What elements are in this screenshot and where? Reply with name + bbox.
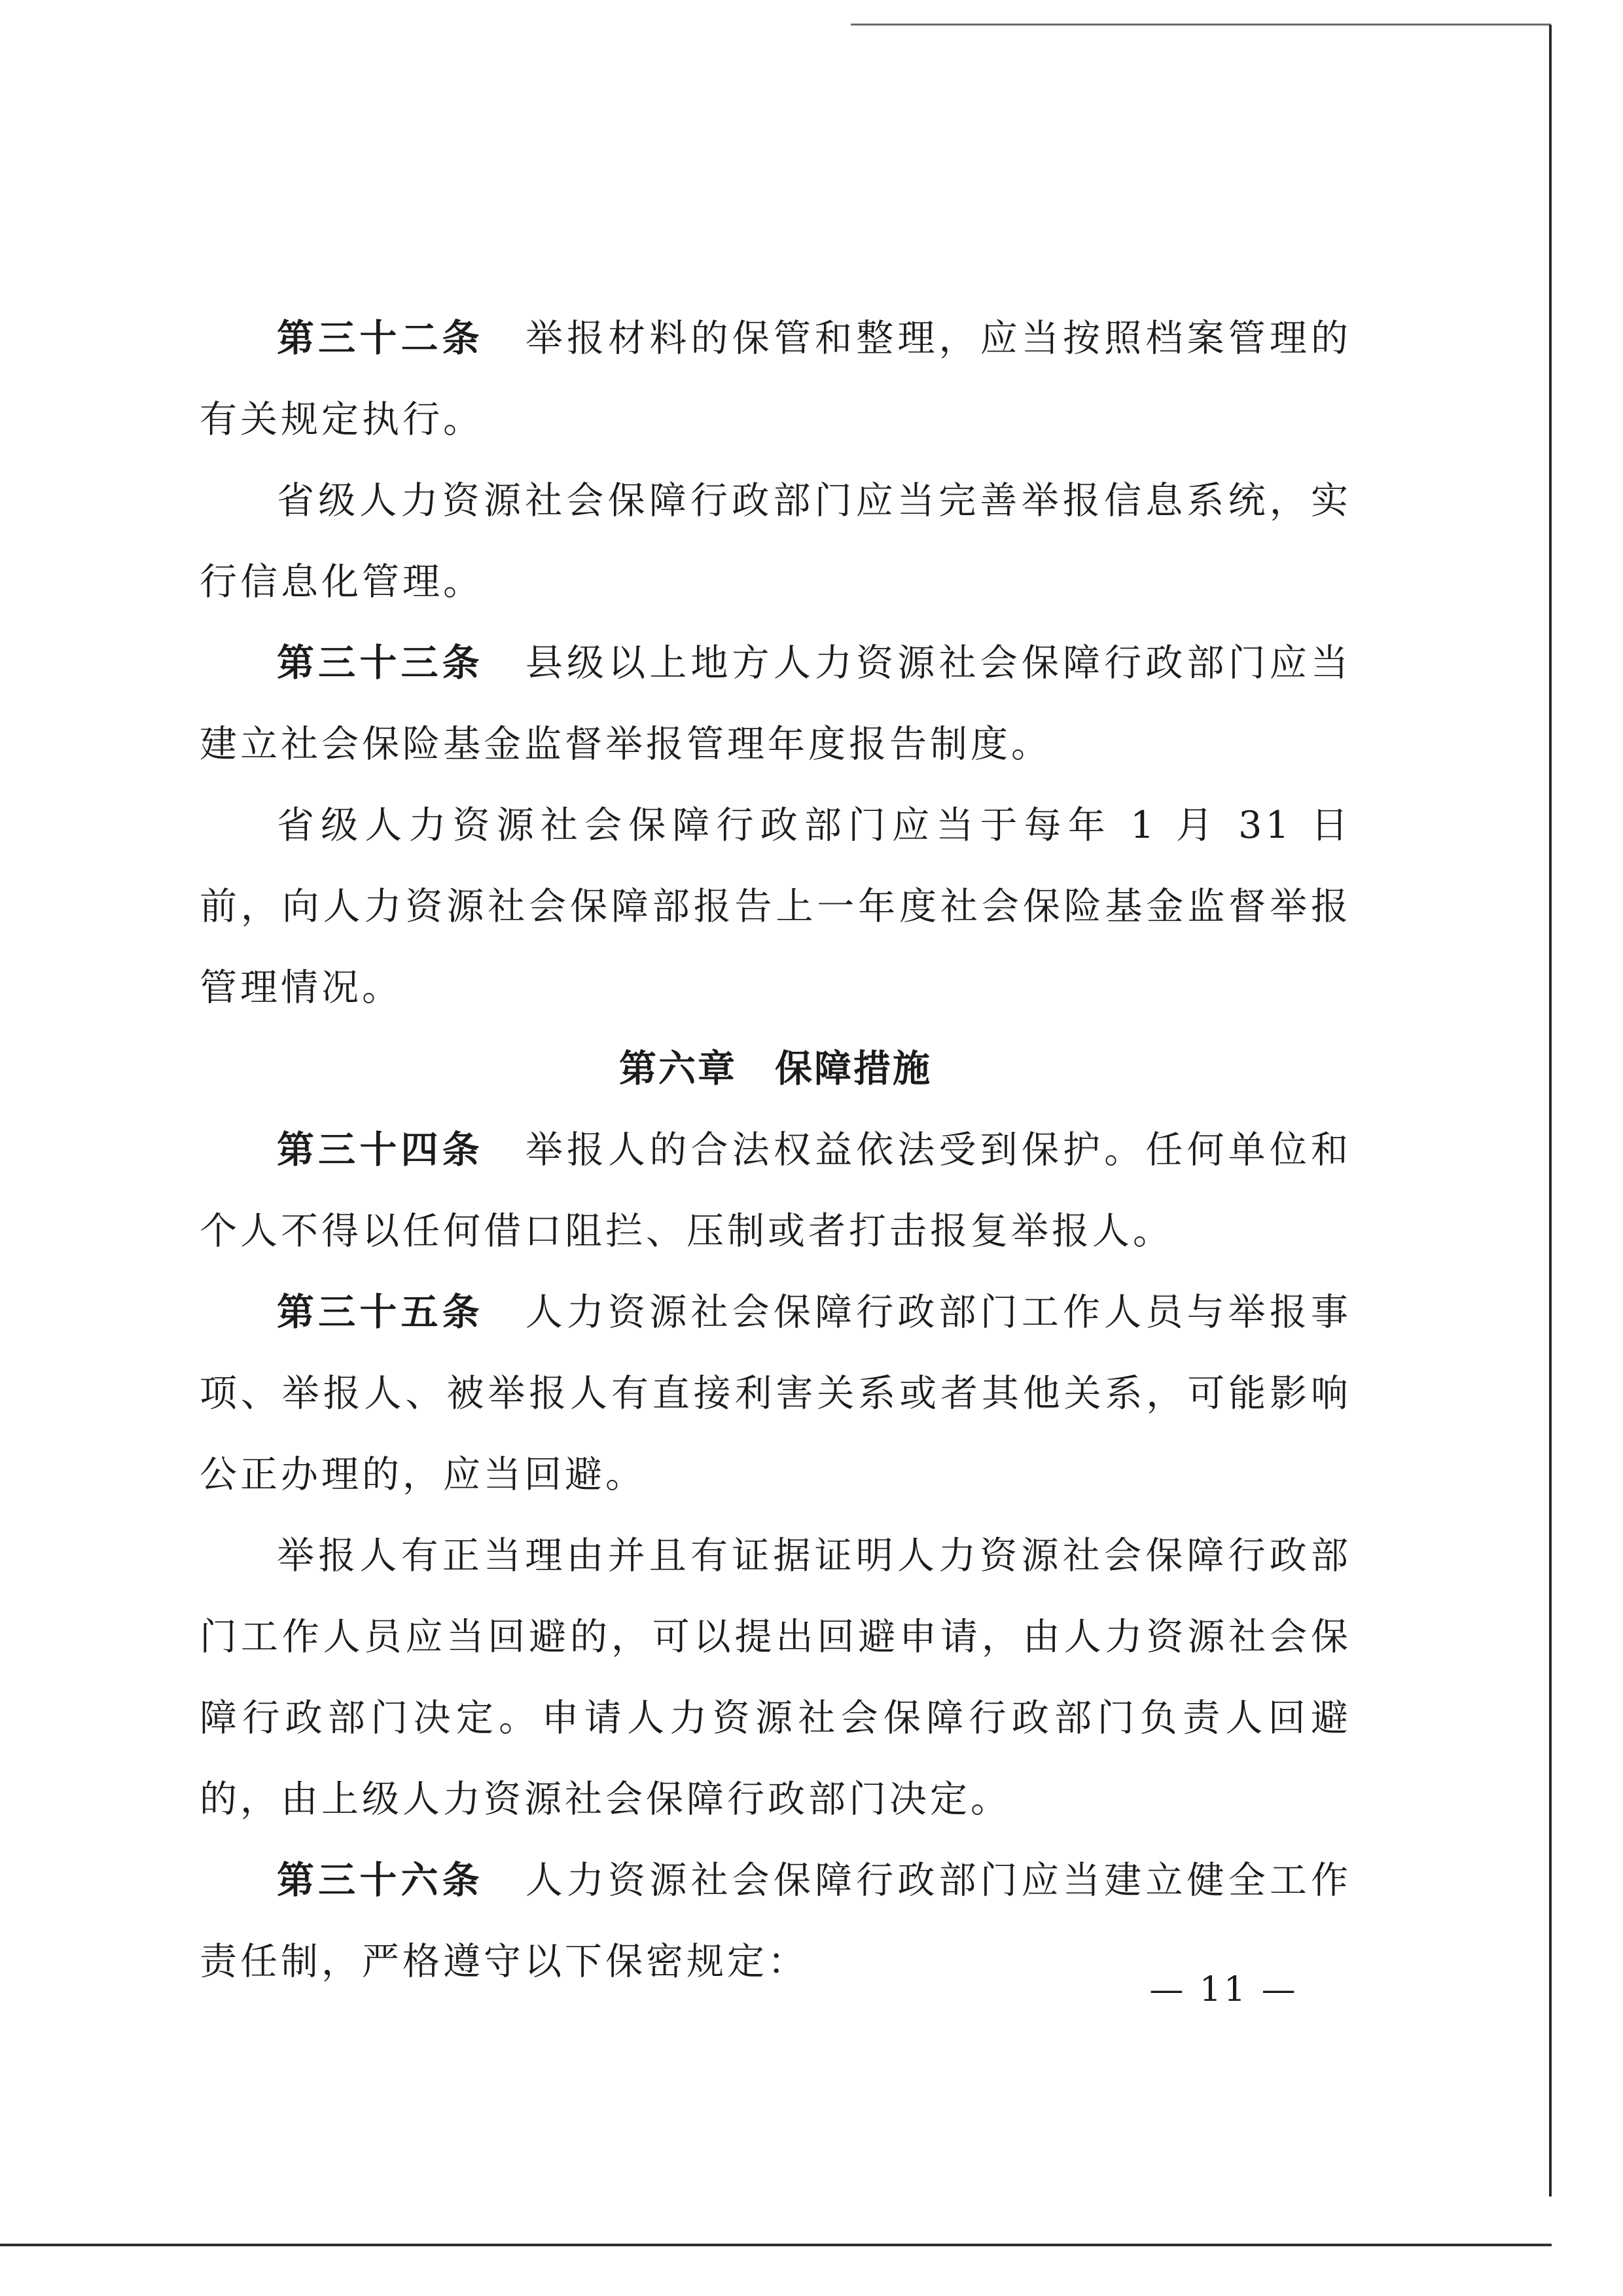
paragraph-text: 省级人力资源社会保障行政部门应当于每年 1 月 31 日前，向人力资源社会保障部报告上一年度社会保险基金监督举报管理情况。 <box>200 804 1351 1009</box>
scan-edge-top <box>851 24 1551 26</box>
article-text: 人力资源社会保障行政部门应当建立健全工作责任制，严格遵守以下保密规定： <box>200 1859 1352 1983</box>
page-number: — 11 — <box>1149 1970 1298 2009</box>
article-text: 县级以上地方人力资源社会保障行政部门应当建立社会保险基金监督举报管理年度报告制度。 <box>200 641 1352 766</box>
paragraph-article-34 <box>200 1109 1351 1272</box>
article-number: 第三十五条 <box>277 1291 484 1334</box>
paragraph-text: 省级人力资源社会保障行政部门应当完善举报信息系统，实行信息化管理。 <box>200 479 1351 603</box>
article-text: 举报材料的保管和整理，应当按照档案管理的有关规定执行。 <box>200 317 1352 441</box>
paragraph <box>200 785 1351 1028</box>
article-number: 第三十三条 <box>277 641 484 685</box>
paragraph-article-35 <box>200 1272 1351 1515</box>
scan-edge-right <box>1549 25 1552 2197</box>
chapter-heading <box>200 1028 1351 1109</box>
article-number: 第三十二条 <box>277 317 484 360</box>
document-body <box>200 298 1351 2002</box>
scan-edge-bottom <box>0 2244 1552 2246</box>
paragraph-article-32 <box>200 298 1351 460</box>
paragraph-article-33 <box>200 622 1351 785</box>
article-text: 人力资源社会保障行政部门工作人员与举报事项、举报人、被举报人有直接利害关系或者其他关系，可能影响公正办理的，应当回避。 <box>200 1291 1352 1496</box>
chapter-number: 第六章 <box>619 1047 737 1090</box>
article-number: 第三十六条 <box>277 1859 484 1902</box>
paragraph <box>200 460 1351 622</box>
paragraph <box>200 1515 1351 1840</box>
article-number: 第三十四条 <box>277 1128 484 1172</box>
chapter-title: 保障措施 <box>775 1047 932 1090</box>
paragraph-text: 举报人有正当理由并且有证据证明人力资源社会保障行政部门工作人员应当回避的，可以提出回避申请，由人力资源社会保障行政部门决定。申请人力资源社会保障行政部门负责人回避的，由上级人力资源社会保障行政部门决定。 <box>200 1534 1351 1821</box>
article-text: 举报人的合法权益依法受到保护。任何单位和个人不得以任何借口阻拦、压制或者打击报复举报人。 <box>200 1128 1352 1253</box>
